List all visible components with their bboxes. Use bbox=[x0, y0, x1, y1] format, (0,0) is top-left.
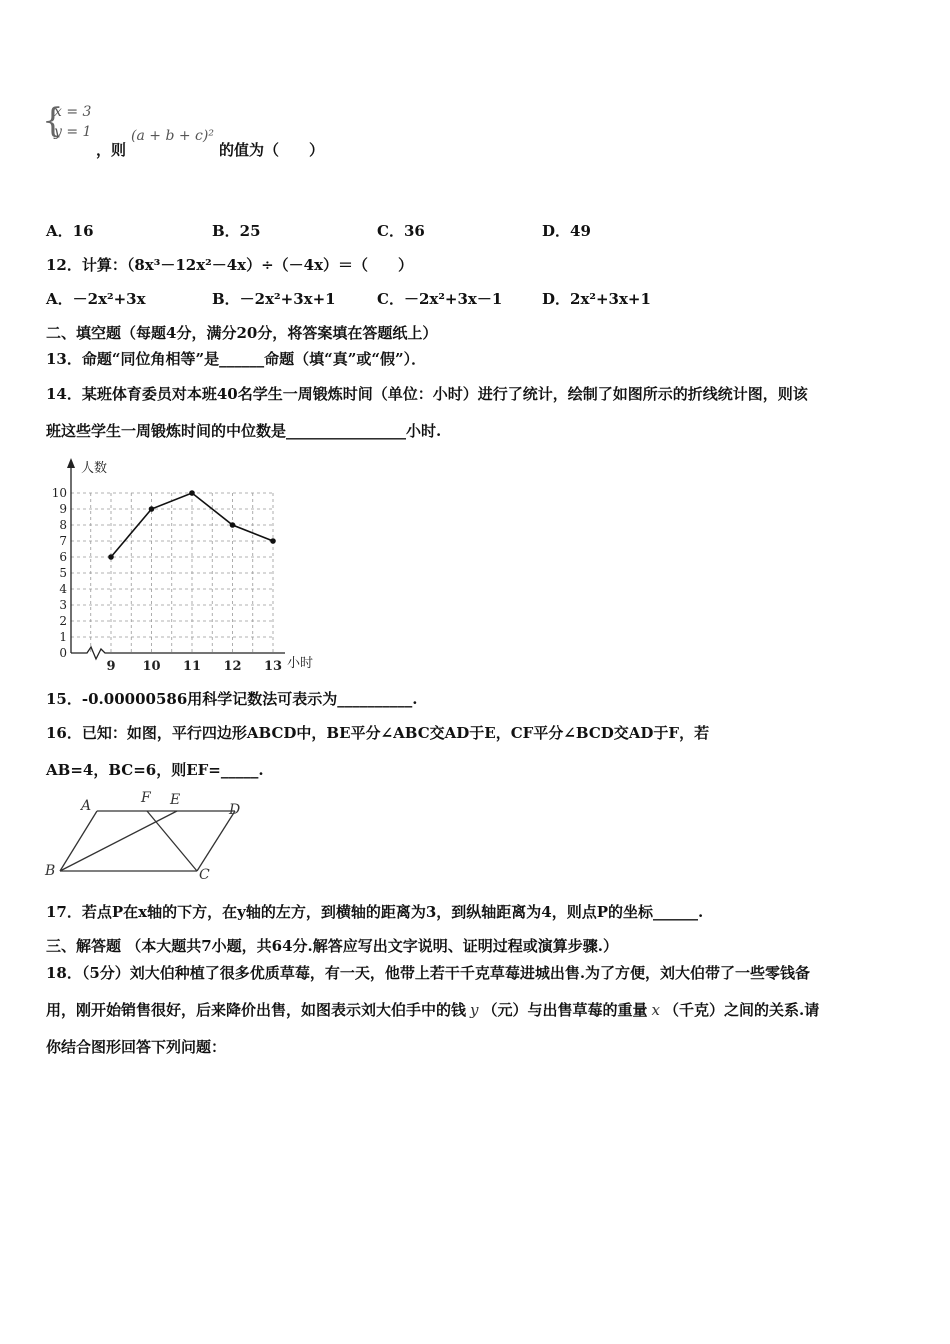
q16-parallelogram-figure bbox=[40, 792, 250, 882]
y-axis-arrow bbox=[67, 458, 75, 468]
y-tick-label: 7 bbox=[59, 534, 67, 548]
q11-option-b: B．25 bbox=[212, 222, 261, 240]
y-tick-label: 5 bbox=[59, 566, 67, 580]
x-axis-label: 小时 bbox=[287, 656, 314, 671]
data-point bbox=[270, 538, 276, 544]
q13-text: 13．命题“同位角相等”是______命题（填“真”或“假”）． bbox=[46, 350, 427, 368]
y-tick-label: 1 bbox=[59, 630, 67, 644]
system-brace: { bbox=[42, 101, 64, 141]
q18-line2-part-c: （千克）之间的关系.请 bbox=[663, 1001, 820, 1019]
y-tick-label: 8 bbox=[59, 518, 67, 532]
segment-cf bbox=[147, 811, 197, 871]
data-point bbox=[149, 506, 155, 512]
q18-line1: 18．（5分）刘大伯种植了很多优质草莓，有一天，他带上若干千克草莓进城出售.为了方便，刘大伯带了一些零钱备 bbox=[46, 964, 811, 982]
variable-x: x bbox=[651, 1001, 660, 1019]
data-point bbox=[108, 554, 114, 560]
q11-option-d: D．49 bbox=[542, 222, 591, 240]
x-tick-label: 12 bbox=[223, 659, 242, 674]
label-f: F bbox=[141, 790, 151, 806]
q12-option-a: A．－2x²+3x bbox=[46, 290, 146, 308]
x-tick-label: 11 bbox=[182, 659, 202, 674]
x-axis bbox=[71, 647, 285, 659]
y-tick-label: 0 bbox=[59, 646, 67, 660]
system-equation-y: y = 1 bbox=[54, 124, 92, 140]
y-tick-label: 3 bbox=[59, 598, 67, 612]
section-2-heading: 二、填空题（每题4分，满分20分，将答案填在答题纸上） bbox=[46, 324, 438, 342]
system-equation-x: x = 3 bbox=[54, 104, 92, 120]
segment-be bbox=[60, 811, 177, 871]
data-point bbox=[189, 490, 195, 496]
q12-option-d: D．2x²+3x+1 bbox=[542, 290, 651, 308]
q18-line3: 你结合图形回答下列问题： bbox=[46, 1038, 227, 1056]
x-tick-label: 13 bbox=[263, 659, 283, 674]
q18-line2-part-b: （元）与出售草莓的重量 bbox=[482, 1001, 648, 1019]
q14-line1: 14．某班体育委员对本班40名学生一周锻炼时间（单位：小时）进行了统计，绘制了如图所示的折线统计图，则该 bbox=[46, 385, 808, 403]
q16-line1: 16．已知：如图，平行四边形ABCD中，BE平分∠ABC交AD于E，CF平分∠BCD交AD于F，若 bbox=[46, 724, 710, 742]
q15-text: 15．-0.00000586用科学记数法可表示为__________. bbox=[46, 690, 418, 708]
q17-text: 17．若点P在x轴的下方，在y轴的左方，到横轴的距离为3，到纵轴距离为4，则点P的坐标______. bbox=[46, 903, 704, 921]
q14-line-chart bbox=[40, 456, 340, 676]
q16-line2: AB=4，BC=6，则EF=_____. bbox=[46, 761, 264, 779]
q11-tail: 的值为（ ） bbox=[219, 141, 325, 159]
label-b: B bbox=[45, 863, 56, 879]
x-tick-label: 9 bbox=[106, 659, 116, 674]
y-tick-label: 4 bbox=[59, 582, 67, 596]
q18-line2 bbox=[46, 999, 819, 1021]
y-tick-label: 6 bbox=[59, 550, 67, 564]
x-tick-label: 10 bbox=[142, 659, 161, 674]
label-e: E bbox=[170, 792, 181, 808]
label-c: C bbox=[199, 867, 210, 883]
q11-then: ，则 bbox=[96, 141, 127, 159]
q12-option-b: B．－2x²+3x+1 bbox=[212, 290, 336, 308]
y-axis-label: 人数 bbox=[81, 461, 108, 476]
y-tick-label: 9 bbox=[59, 502, 67, 516]
variable-y: y bbox=[470, 1001, 479, 1019]
q18-line2-part-a: 用，刚开始销售很好，后来降价出售，如图表示刘大伯手中的钱 bbox=[46, 1001, 467, 1019]
q11-option-c: C．36 bbox=[377, 222, 425, 240]
q12-option-c: C．－2x²+3x－1 bbox=[377, 290, 503, 308]
y-tick-label: 2 bbox=[59, 614, 67, 628]
data-point bbox=[230, 522, 236, 528]
y-tick-label: 10 bbox=[51, 486, 67, 500]
label-a: A bbox=[81, 798, 92, 814]
q11-option-a: A．16 bbox=[46, 222, 94, 240]
q12-text: 12．计算：（8x³－12x²－4x）÷（－4x）＝（ ） bbox=[46, 256, 414, 274]
section-3-heading: 三、解答题 （本大题共7小题，共64分.解答应写出文字说明、证明过程或演算步骤.） bbox=[46, 937, 618, 955]
label-d: D bbox=[229, 802, 241, 818]
edge-dc bbox=[197, 811, 235, 871]
q11-expression: (a + b + c)² bbox=[131, 128, 214, 144]
q14-line2: 班这些学生一周锻炼时间的中位数是________________小时. bbox=[46, 422, 442, 440]
